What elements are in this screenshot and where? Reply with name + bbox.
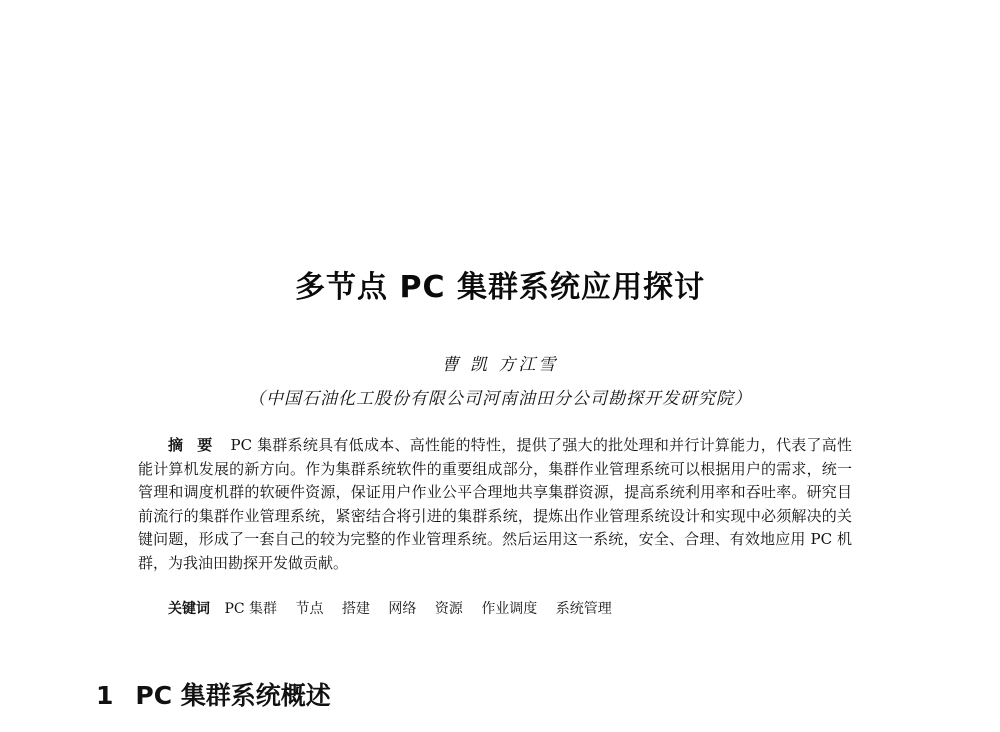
section-title: PC 集群系统概述 (135, 681, 331, 710)
keyword: PC 集群 (224, 601, 278, 617)
abstract (138, 434, 852, 575)
keywords (168, 598, 626, 618)
keyword: 系统管理 (555, 601, 612, 617)
keyword: 资源 (434, 601, 463, 617)
keyword: 作业调度 (481, 601, 538, 617)
abstract-label: 摘要 (168, 436, 227, 454)
section-number: 1 (96, 681, 114, 710)
paper-title: 多节点 PC 集群系统应用探讨 (295, 270, 705, 305)
keyword: 网络 (388, 601, 417, 617)
section-heading (96, 676, 331, 712)
abstract-text: PC 集群系统具有低成本、高性能的特性，提供了强大的批处理和并行计算能力，代表了高性能计算机发展的新方向。作为集群系统软件的重要组成部分，集群作业管理系统可以根据用户的需求，统一管理和调度机群的软硬件资源，保证用户作业公平合理地共享集群资源，提高系统利用率和吞吐率。研究目前流行的集群作业管理系统，紧密结合将引进的集群系统，提炼出作业管理系统设计和实现中必须解决的关键问题，形成了一套自己的较为完整的作业管理系统。然后运用这一系统，安全、合理、有效地应用 PC 机群，为我油田勘探开发做贡献。 (138, 436, 852, 572)
affiliation: （中国石油化工股份有限公司河南油田分公司勘探开发研究院） (248, 389, 752, 409)
keyword: 节点 (295, 601, 324, 617)
authors: 曹 凯 方江雪 (441, 355, 559, 375)
keyword: 搭建 (341, 601, 370, 617)
keywords-label: 关键词 (168, 601, 210, 617)
